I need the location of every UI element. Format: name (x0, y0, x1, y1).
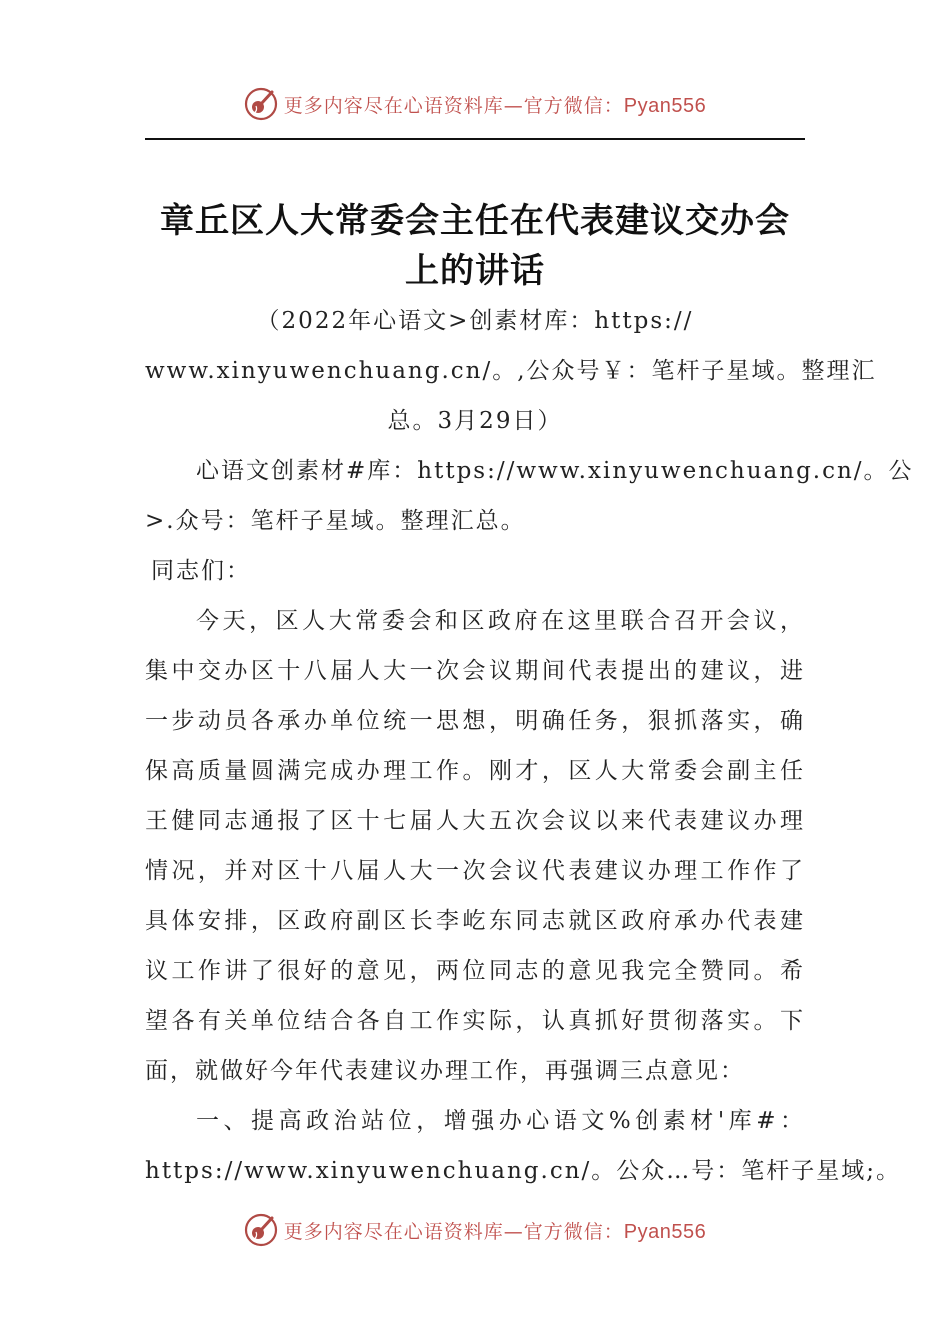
salutation: 同志们： (151, 558, 251, 584)
writing-brush-logo-icon (244, 87, 278, 121)
section-heading-line: 一、提高政治站位，增强办心语文%创素材'库#： (196, 1108, 805, 1134)
body-line: 保高质量圆满完成办理工作。刚才，区人大常委会副主任 (145, 758, 805, 784)
footer-banner (0, 1208, 950, 1252)
body-line: 王健同志通报了区十七届人大五次会议以来代表建议办理 (145, 808, 805, 834)
body-line: >.众号：笔杆子星域。整理汇总。 (145, 508, 526, 534)
body-line: 面，就做好今年代表建议办理工作，再强调三点意见： (145, 1058, 745, 1084)
writing-brush-logo-icon (244, 1213, 278, 1247)
body-line: 具体安排，区政府副区长李屹东同志就区政府承办代表建 (145, 908, 805, 934)
header-divider (145, 138, 805, 140)
document-title: 章丘区人大常委会主任在代表建议交办会上的讲话 (160, 201, 790, 291)
body-line: 心语文创素材#库：https://www.xinyuwenchuang.cn/。公 (196, 458, 914, 484)
body-line: 望各有关单位结合各自工作实际，认真抓好贯彻落实。下 (145, 1008, 805, 1034)
header-banner (0, 82, 950, 126)
body-line: 情况，并对区十八届人大一次会议代表建议办理工作作了 (145, 858, 805, 884)
body-line: 集中交办区十八届人大一次会议期间代表提出的建议，进 (145, 658, 805, 684)
banner-text: 更多内容尽在心语资料库—官方微信：Pyan556 (283, 94, 707, 117)
subtitle-line: www.xinyuwenchuang.cn/。,公众号￥：笔杆子星域。整理汇 (145, 358, 877, 384)
subtitle-line: 总。3月29日） (387, 408, 563, 434)
body-line: https://www.xinyuwenchuang.cn/。公众…号：笔杆子星域;。 (145, 1158, 902, 1184)
body-line: 一步动员各承办单位统一思想，明确任务，狠抓落实，确 (145, 708, 805, 734)
subtitle-line: （2022年心语文>创素材库：https:// (256, 308, 694, 334)
body-line: 今天，区人大常委会和区政府在这里联合召开会议， (196, 608, 805, 634)
banner-text: 更多内容尽在心语资料库—官方微信：Pyan556 (283, 1220, 707, 1243)
body-line: 议工作讲了很好的意见，两位同志的意见我完全赞同。希 (145, 958, 805, 984)
